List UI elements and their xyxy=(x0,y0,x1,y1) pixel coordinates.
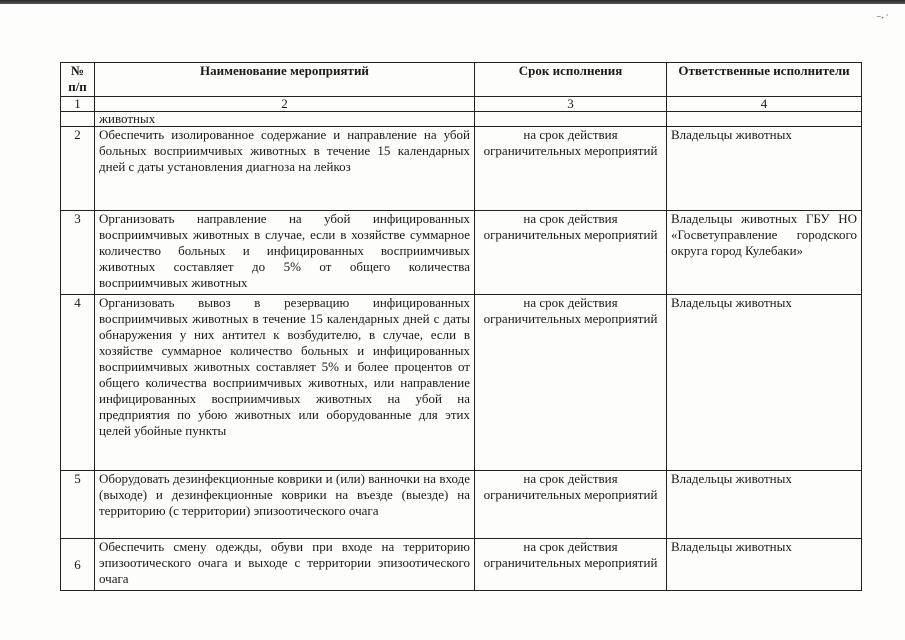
measures-table xyxy=(60,62,862,591)
row-responsible: Владельцы животных ГБУ НО «Госветуправление городского округа город Кулебаки» xyxy=(667,211,862,295)
row-responsible: Владельцы животных xyxy=(667,471,862,539)
scan-artifact: ⁻ˑ˙ xyxy=(876,14,890,25)
index-cell: 4 xyxy=(667,97,862,112)
row-measure: Обеспечить изолированное содержание и направление на убой больных восприимчивых животных в течение 15 календарных дней с даты установления диагноза на лейкоз xyxy=(95,127,475,211)
row-deadline: на срок действия ограничительных мероприятий xyxy=(475,539,667,591)
row-number: 6 xyxy=(61,539,95,591)
row-deadline: на срок действия ограничительных мероприятий xyxy=(475,127,667,211)
row-responsible: Владельцы животных xyxy=(667,539,862,591)
row-measure: Оборудовать дезинфекционные коврики и (или) ванночки на входе (выходе) и дезинфекционные коврики на въезде (выезде) на территорию (с территории) эпизоотического очага xyxy=(95,471,475,539)
row-deadline: на срок действия ограничительных мероприятий xyxy=(475,295,667,471)
table-row xyxy=(61,127,862,211)
table-row xyxy=(61,295,862,471)
index-cell: 2 xyxy=(95,97,475,112)
row-number: 4 xyxy=(61,295,95,471)
row-measure: Организовать вывоз в резервацию инфицированных восприимчивых животных в течение 15 календарных дней с даты обнаружения у них антител к возбудителю, в случае, если в хозяйстве суммарное количество больных и инфицированных восприимчивых животных составляет 5% и более процентов от общего количества восприимчивых животных, или направление инфицированных восприимчивых животных на убой на предприятия по убою животных или оборудованные для этих целей убойные пункты xyxy=(95,295,475,471)
row-measure: Организовать направление на убой инфицированных восприимчивых животных в случае, если в хозяйстве суммарное количество больных и инфицированных восприимчивых животных составляет до 5% от общего количества восприимчивых животных xyxy=(95,211,475,295)
row-measure: Обеспечить смену одежды, обуви при входе на территорию эпизоотического очага и выходе с территории эпизоотического очага xyxy=(95,539,475,591)
row-deadline: на срок действия ограничительных мероприятий xyxy=(475,471,667,539)
header-row xyxy=(61,63,862,97)
row-number: 5 xyxy=(61,471,95,539)
header-responsible: Ответственные исполнители xyxy=(667,63,862,97)
row-number: 3 xyxy=(61,211,95,295)
table-row xyxy=(61,539,862,591)
row-number: 2 xyxy=(61,127,95,211)
index-cell: 1 xyxy=(61,97,95,112)
header-name: Наименование мероприятий xyxy=(95,63,475,97)
page-top-border xyxy=(0,0,905,4)
header-deadline: Срок исполнения xyxy=(475,63,667,97)
row-responsible: Владельцы животных xyxy=(667,295,862,471)
table-row xyxy=(61,211,862,295)
column-index-row xyxy=(61,97,862,112)
continuation-text: животных xyxy=(95,112,475,127)
row-responsible: Владельцы животных xyxy=(667,127,862,211)
continuation-row xyxy=(61,112,862,127)
index-cell: 3 xyxy=(475,97,667,112)
table-row xyxy=(61,471,862,539)
header-num: № п/п xyxy=(61,63,95,97)
row-deadline: на срок действия ограничительных мероприятий xyxy=(475,211,667,295)
